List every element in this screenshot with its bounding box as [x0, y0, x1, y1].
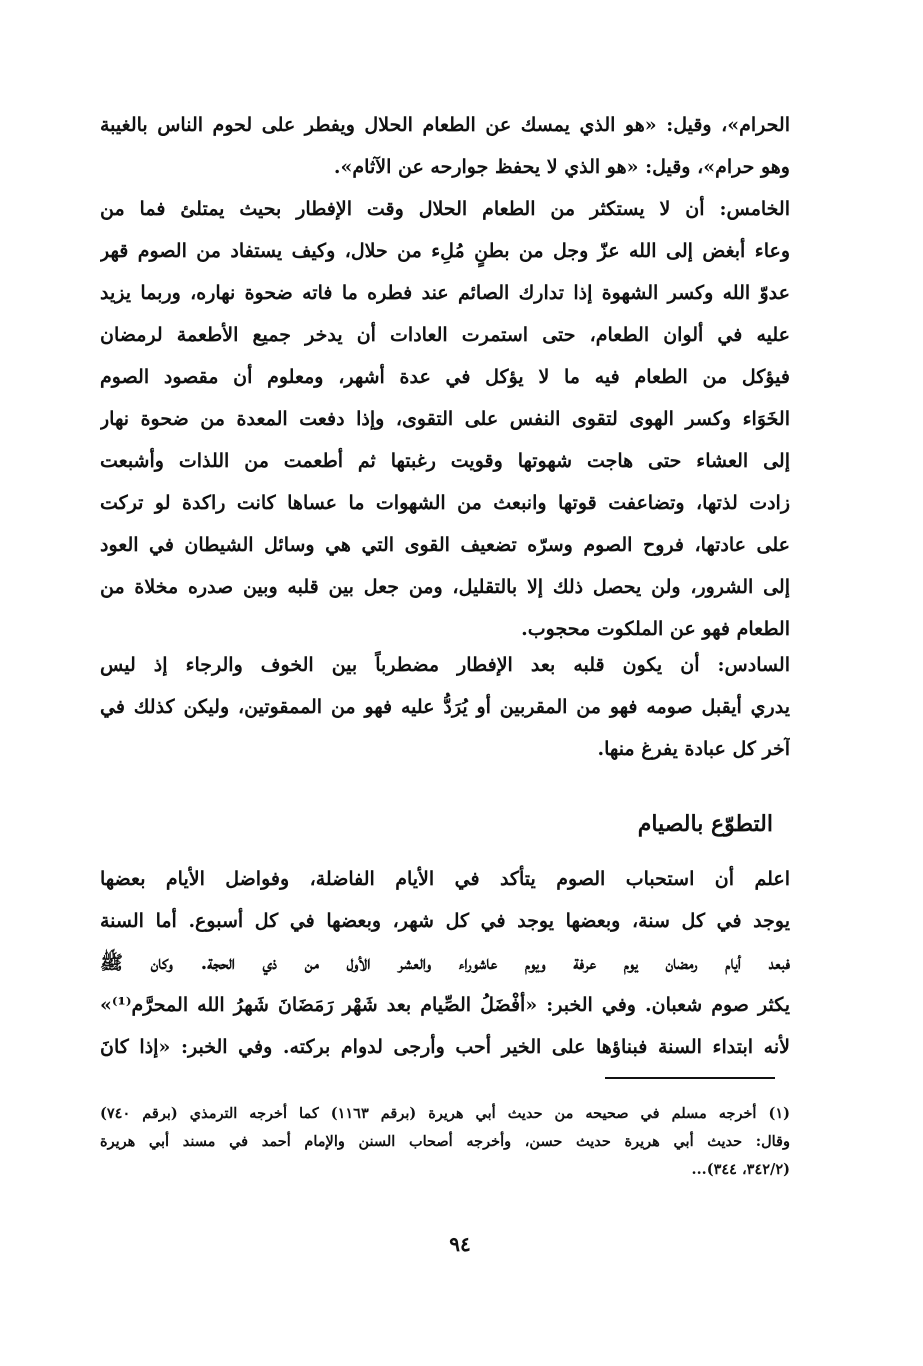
text-line: الحرام»، وقيل: «هو الذي يمسك عن الطعام الحلال ويفطر على لحوم الناس بالغيبة — [100, 114, 790, 136]
paragraph-continuation — [100, 104, 790, 188]
text-line: يدري أيقبل صومه فهو من المقربين أو يُرَدُّ عليه فهو من الممقوتين، وليكن كذلك في — [100, 696, 790, 718]
text-line: فيؤكل من الطعام فيه ما لا يؤكل في عدة أشهر، ومعلوم أن مقصود الصوم — [100, 366, 790, 388]
text-line: عدوّ الله وكسر الشهوة إذا تدارك الصائم عند فطره ما فاته ضحوة نهاره، وربما يزيد — [100, 282, 790, 304]
footnote-line: (١) أخرجه مسلم في صحيحه من حديث أبي هريرة (برقم ١١٦٣) كما أخرجه الترمذي (برقم ٧٤٠) — [100, 1105, 790, 1122]
text-line: الطعام فهو عن الملكوت محجوب. — [521, 618, 790, 640]
footnote-line: وقال: حديث أبي هريرة حديث حسن، وأخرجه أصحاب السنن والإمام أحمد في مسند أبي هريرة — [100, 1133, 790, 1150]
paragraph-voluntary-fasting — [100, 858, 790, 1068]
text-line: وعاء أبغض إلى الله عزّ وجل من بطنٍ مُلِء من حلال، وكيف يستفاد من الصوم قهر — [100, 240, 790, 262]
paragraph-sixth — [100, 644, 790, 770]
text-line: على عادتها، فروح الصوم وسرّه تضعيف القوى التي هي وسائل الشيطان في العود — [100, 534, 790, 556]
text-line: فبعد أيام رمضان يوم عرفة ويوم عاشوراء والعشر الأول من ذي الحجة. وكان ﷺ — [100, 952, 790, 974]
text-line: يكثر صوم شعبان. وفي الخبر: «أفْضَلُ الصِّيام بعد شَهْر رَمَضَانَ شَهرُ الله المحرَّم⁽¹⁾» — [100, 994, 790, 1016]
text-line: الخامس: أن لا يستكثر من الطعام الحلال وقت الإفطار بحيث يمتلئ فما من — [100, 198, 790, 220]
text-line: يوجد في كل سنة، وبعضها يوجد في كل شهر، وبعضها في كل أسبوع. أما السنة — [100, 910, 790, 932]
text-line: إلى العشاء حتى هاجت شهوتها وقويت رغبتها ثم أطعمت من اللذات وأشبعت — [100, 450, 790, 472]
text-line: عليه في ألوان الطعام، حتى استمرت العادات أن يدخر جميع الأطعمة لرمضان — [100, 324, 790, 346]
footnote-line: (٣٤٢/٢، ٣٤٤)... — [691, 1161, 790, 1178]
text-line: الخَوَاء وكسر الهوى لتقوى النفس على التقوى، وإذا دفعت المعدة من ضحوة نهار — [100, 408, 790, 430]
text-line: آخر كل عبادة يفرغ منها. — [597, 738, 790, 760]
text-line: زادت لذتها، وتضاعفت قوتها وانبعث من الشهوات ما عساها كانت راكدة لو تركت — [100, 492, 790, 514]
section-heading: التطوّع بالصيام — [637, 811, 773, 837]
text-line: وهو حرام»، وقيل: «هو الذي لا يحفظ جوارحه عن الآثام». — [333, 156, 790, 178]
text-line: اعلم أن استحباب الصوم يتأكد في الأيام الفاضلة، وفواضل الأيام بعضها — [100, 868, 790, 890]
footnote-separator — [605, 1077, 775, 1079]
text-line: السادس: أن يكون قلبه بعد الإفطار مضطرباً بين الخوف والرجاء إذ ليس — [100, 654, 790, 676]
paragraph-fifth — [100, 188, 790, 650]
text-line: إلى الشرور، ولن يحصل ذلك إلا بالتقليل، ومن جعل بين قلبه وبين صدره مخلاة من — [100, 576, 790, 598]
text-line: لأنه ابتداء السنة فبناؤها على الخير أحب وأرجى لدوام بركته. وفي الخبر: «إذا كانَ — [100, 1036, 790, 1058]
page-number: ٩٤ — [449, 1232, 471, 1256]
footnote — [100, 1100, 790, 1184]
